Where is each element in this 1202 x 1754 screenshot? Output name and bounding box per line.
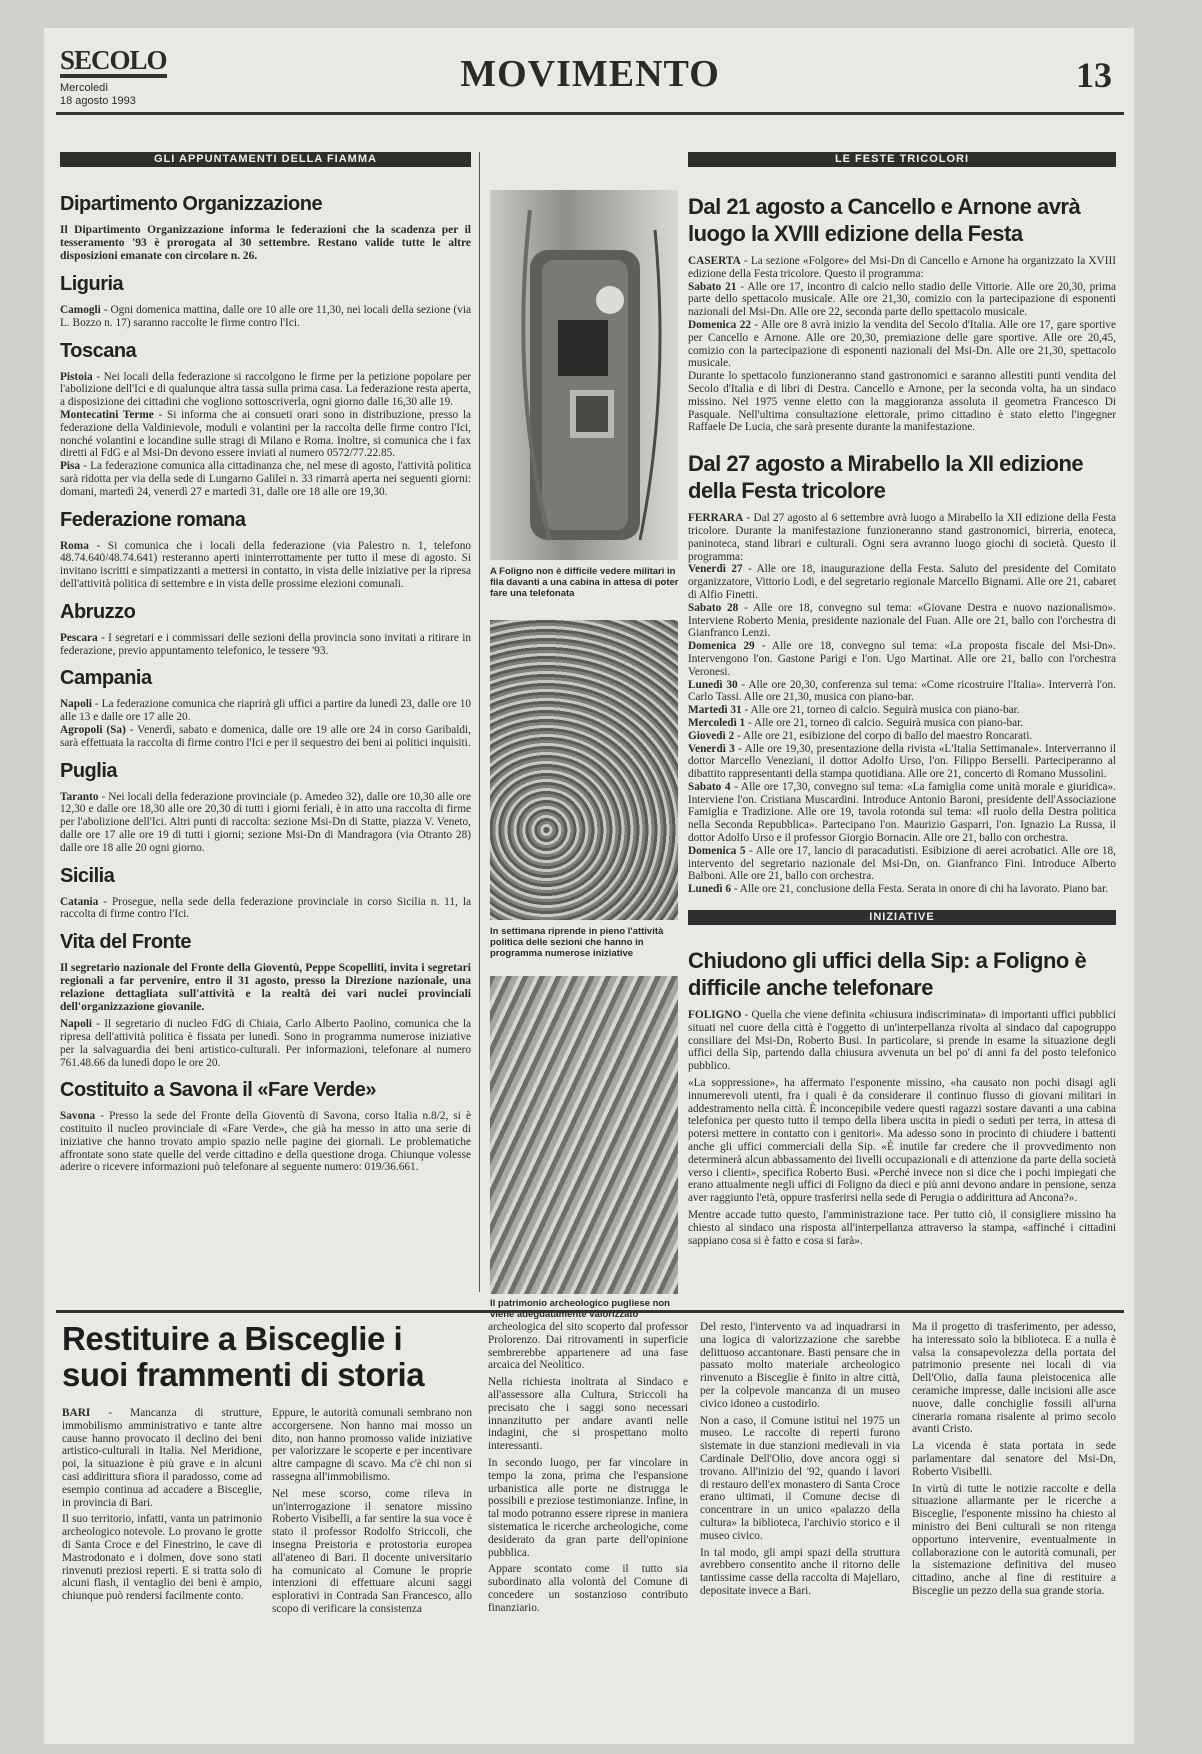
issue-date-text: 18 agosto 1993	[60, 95, 136, 107]
section-heading: Federazione romana	[60, 508, 246, 531]
article-text	[688, 512, 1116, 896]
article-text	[688, 1009, 1116, 1073]
article-text: Del resto, l'intervento va ad inquadrarsi in una logica di valorizzazione che sarebbe delittuoso accantonare. Basti pensare che in passato molto materiale archeologico rinvenuto a Bisceglie è finito in altre città, per la colpevole mancanza di un museo civico idoneo a custodirlo.	[700, 1321, 900, 1410]
section-heading: Abruzzo	[60, 600, 136, 623]
article-text	[60, 540, 471, 591]
article-body: - Alle ore 21, esibizione del corpo di ballo del maestro Roncarati.	[734, 729, 1033, 742]
article-headline: Chiudono gli uffici della Sip: a Foligno è difficile anche telefonare	[688, 948, 1087, 1001]
place-lead: Catania	[60, 895, 99, 908]
appointments-bar: GLI APPUNTAMENTI DELLA FIAMMA	[60, 152, 471, 167]
day-lead: Venerdì 3	[688, 742, 735, 755]
crowd-photo	[490, 620, 678, 920]
section-title: MOVIMENTO	[460, 53, 720, 95]
article-body: - La federazione comunica che riaprirà gli uffici a partire da lunedì 23, dalle ore 10 alle 13 e dalle ore 17 alle 20.	[60, 698, 471, 724]
article-body: - Venerdì, sabato e domenica, dalle ore 19 alle ore 24 in corso Garibaldi, sarà effettuata la raccolta di firme contro l'Ici e per il sequestro dei beni ai politici inquisiti.	[60, 723, 471, 749]
newspaper-page	[44, 28, 1134, 1744]
place-lead: Agropoli (Sa)	[60, 723, 126, 736]
section-heading: Costituito a Savona il «Fare Verde»	[60, 1079, 376, 1102]
festivals-bar: LE FESTE TRICOLORI	[688, 152, 1116, 167]
masthead	[60, 46, 1120, 108]
article-text: Il segretario nazionale del Fronte della Gioventù, Peppe Scopelliti, invita i segretari regionali a far pervenire, entro il 31 agosto, presso la Direzione nazionale, una relazione dettagliata sull'attività e la realtà dei vari nuclei provinciali dell'organizzazione giovanile.	[60, 962, 471, 1014]
day-lead: Venerdì 27	[688, 563, 743, 576]
article-text: Eppure, le autorità comunali sembrano non accorgersene. Non hanno mai mosso un dito, non hanno promosso valide iniziative per valorizzare le scoperte e per incentivare altre campagne di scavo. Ma c'è chi non si rassegna all'immobilismo.	[272, 1407, 472, 1483]
article-text	[60, 632, 471, 658]
day-lead: Domenica 22	[688, 318, 752, 331]
article-body: - Alle ore 17, incontro di calcio nello stadio delle Vittorie. Alle ore 20,30, prima parte dello spettacolo musicale. Alle ore 21,30, comizio con la partecipazione di esponenti nazionali del Msi-Dn. Alle ore 22, seconda parte dello spettacolo musicale.	[688, 280, 1116, 319]
article-text: «La soppressione», ha affermato l'esponente missino, «ha causato non pochi disagi agli innumerevoli utenti, fra i quali è da considerare il continuo flusso di giovani militari in addestramento nella città. È inconcepibile vedere questi ragazzi sostare davanti a una cabina telefonica per questo tutto il tempo della libera uscita in piedi o seduti per terra, in attesa di potersi mettere in contatto con i genitori». Ma adesso sono in procinto di chiudere i battenti anche gli uffici commerciali della Sip. «È inutile far credere che il provvedimento non determinerà alcun abbassamento dei livelli occupazionali e di attenzione da parte della società verso i clienti», specifica Roberto Busi. «Perché invece non si dice che i pochi impiegati che erano attualmente negli uffici di Foligno da dieci e più anni devono andare in pensione, senza aver raggiunto l'età, oppure trasferirsi nella sede di Perugia o addirittura ad Ancona?».	[688, 1077, 1116, 1205]
bottom-col-3	[488, 1321, 688, 1619]
bottom-headline: Restituire a Bisceglie i suoi frammenti di storia	[62, 1320, 425, 1393]
article-body: - Alle ore 17, lancio di paracadutisti. Esibizione di aerei acrobatici. Alle ore 18, intervento del segretario nazionale del Msi-Dn, on. Gianfranco Fini. Introduce Alberto Balboni. Alle ore 21, ballo con orchestra.	[688, 844, 1117, 883]
section-heading: Toscana	[60, 339, 137, 362]
article-text: Il Dipartimento Organizzazione informa le federazioni che la scadenza per il tesseramento '93 è prorogata al 30 settembre. Restano valide tutte le altre disposizioni emanate con circolare n. 26.	[60, 224, 471, 262]
article-text	[60, 1018, 471, 1069]
archaeology-photo	[490, 976, 678, 1294]
article-body: - Alle ore 21, conclusione della Festa. Serata in onore di chi ha lavorato. Piano bar.	[731, 883, 1109, 896]
place-lead: Pisa	[60, 460, 81, 473]
article-text	[60, 698, 471, 749]
article-text: In virtù di tutte le notizie raccolte e della situazione allarmante per le ricerche a Bisceglie, l'esponente missino ha chiesto al ministro dei Beni culturali se non ritenga opportuno intervenire, eventualmente in collaborazione con le autorità comunali, per la sistemazione definitiva del museo cittadino, anche al fine di restituire a Bisceglie un pezzo della sua grande storia.	[912, 1482, 1116, 1597]
place-lead: Savona	[60, 1110, 96, 1123]
article-body: - Alle ore 17,30, convegno sul tema: «La famiglia come unità morale e giuridica». Interviene l'on. Cristiana Muscardini. Introduce Antonio Baroni, presidente dell'Associazione Famiglia e Tradizione. Alle ore 19, tavola rotonda sul tema: «Il ruolo della Destra politica nella Seconda Repubblica». Partecipano l'on. Maurizio Gasparri, l'on. Ignazio La Russa, il dottor Adolfo Urso e il professor Giorgio Bornacin. Alle ore 21, ballo con orchestra.	[688, 780, 1116, 845]
place-lead: Montecatini Terme	[60, 408, 154, 421]
article-body: - Dal 27 agosto al 6 settembre avrà luogo a Mirabello la XII edizione della Festa tricolore. Durante la manifestazione funzioneranno stand gastronomici, birreria, enoteca, paninoteca, stand librari e culturali. Ogni sera avranno luogo giochi di società. Questo il programma:	[688, 512, 1116, 563]
day-lead: Giovedì 2	[688, 729, 735, 742]
article-body: - Alle ore 18, convegno sul tema: «La proposta fiscale del Msi-Dn». Intervengono l'on. Gastone Parigi e l'on. Ugo Martinat. Alle ore 21, ballo con l'orchestra Veronesi.	[688, 640, 1116, 678]
article-text: archeologica del sito scoperto dal professor Prolorenzo. Dai ritrovamenti in superficie sembrerebbe appartenere ad una fase arcaica del Neolitico.	[488, 1321, 688, 1372]
article-body: - Si informa che ai consueti orari sono in distribuzione, presso la federazione della Valdinievole, moduli e volantini per la raccolta delle firme contro l'Ici, nonché volantini e locandine sulle stragi di Milano e Roma. Inoltre, si comunica che i fax diretti al FdG e al Msi-Dn devono essere inviati al numero 0572/77.22.85.	[60, 408, 471, 460]
initiatives-bar: INIZIATIVE	[688, 910, 1116, 925]
article-text	[60, 1110, 471, 1174]
article-body: - Alle ore 21, torneo di calcio. Seguirà musica con piano-bar.	[741, 704, 1020, 717]
day-lead: Sabato 28	[688, 601, 739, 614]
day-lead: Lunedì 30	[688, 678, 738, 691]
article-text: La vicenda è stata portata in sede parlamentare dal senatore del Msi-Dn, Roberto Visibelli.	[912, 1440, 1116, 1478]
article-text: Ma il progetto di trasferimento, per adesso, ha interessato solo la biblioteca. E a nulla è valsa la consapevolezza della portata del patrimonio presente nei locali di via Dell'Olio, dalla fauna pleistocenica alle ceramiche impresse, dalle incisioni alle asce nuove, dalle conchiglie fossili all'urna cineraria romana risalente al primo secolo avanti Cristo.	[912, 1321, 1116, 1436]
day-lead: Sabato 4	[688, 780, 731, 793]
article-text	[62, 1407, 262, 1509]
place-lead: FERRARA	[688, 512, 744, 525]
article-body: - Alle ore 18, convegno sul tema: «Giovane Destra e nuovo nazionalismo». Interviene Roberto Menia, presidente nazionale del Fuan. Alle ore 21, ballo con l'orchestra di Gianfranco Lenzi.	[688, 601, 1116, 640]
article-text	[60, 304, 471, 330]
phone-booth-icon	[490, 190, 678, 560]
section-heading: Sicilia	[60, 864, 115, 887]
article-body: - I segretari e i commissari delle sezioni della provincia sono invitati a ritirare in federazione, previo appuntamento telefonico, le tessere '93.	[60, 631, 471, 657]
phone-booth-photo	[490, 190, 678, 560]
article-text: Non a caso, il Comune istituì nel 1975 un museo. Le raccolte di reperti furono sistemate in due stanzioni medievali in via Cardinale Dell'Olio, dove ancora oggi si trovano. All'inizio del '92, quando i lavori di restauro dell'ex monastero di Santa Croce erano ultimati, il Comune decise di concentrare in un unico «palazzo della cultura» la biblioteca, l'archivio storico e il museo civico.	[700, 1414, 900, 1542]
photo-caption: A Foligno non è difficile vedere militari in fila davanti a una cabina in attesa di poter fare una telefonata	[490, 566, 679, 599]
day-lead: Martedì 31	[688, 704, 742, 717]
article-body: - Alle ore 19,30, presentazione della rivista «L'Italia Settimanale». Interverranno il dottor Marcello Veneziani, il dottor Adolfo Urso, l'on. Filippo Berselli. Parteciperanno al dibattito rappresentanti della stampa quotidiana. Alle ore 21, concerto di Romano Mussolini.	[688, 742, 1117, 781]
bisceglie-article	[56, 1310, 1124, 1734]
place-lead: Napoli	[60, 1018, 93, 1031]
issue-day: Mercoledì	[60, 82, 109, 94]
article-body: - La federazione comunica alla cittadinanza che, nel mese di agosto, l'attività politica sarà ridotta per via della sede di Lungarno Galilei n. 33 rimarrà aperta nei seguenti giorni: domani, martedì 24, venerdì 27 e martedì 31, dalle ore 18 alle ore 19,30.	[60, 460, 471, 498]
section-heading: Liguria	[60, 273, 124, 295]
place-lead: CASERTA	[688, 255, 741, 267]
article-body: Durante lo spettacolo funzioneranno stand gastronomici e saranno allestiti punti vendita del Secolo d'Italia e di libri di Destra. Cancello e Arnone, per la seconda volta, ha un sindaco missino. Nel 1975 venne eletto con la maggioranza assoluta il geometra Francesco Di Pasquale. Nell'ultima consultazione elettorale, primo cittadino è stato eletto l'ingegner Raffaele De Lucia, che sarà presente durante la manifestazione.	[688, 370, 1116, 434]
day-lead: Sabato 21	[688, 280, 737, 293]
article-text: In tal modo, gli ampi spazi della struttura avrebbero consentito anche il ritorno delle tantissime casse della raccolta di Majellaro, depositate invece a Bari.	[700, 1546, 900, 1597]
section-heading: Vita del Fronte	[60, 931, 192, 954]
bottom-col-2	[272, 1407, 472, 1620]
bottom-col-4	[700, 1321, 900, 1602]
article-body: - La sezione «Folgore» del Msi-Dn di Cancello e Arnone ha organizzato la XVIII edizione della Festa tricolore. Questo il programma:	[688, 255, 1116, 280]
photo-caption: In settimana riprende in pieno l'attività politica delle sezioni che hanno in programma numerose iniziative	[490, 926, 664, 959]
festivals-column	[684, 152, 1120, 1292]
place-lead: Pescara	[60, 631, 98, 644]
article-text: Nella richiesta inoltrata al Sindaco e all'assessore alla Cultura, Striccoli ha precisato che i saggi sono necessari innanzitutto per andare avanti nelle indagini, che si prospettano molto interessanti.	[488, 1376, 688, 1453]
article-text: Appare scontato come il tutto sia subordinato alla volontà del Comune di concedere un sostanzioso contributo finanziario.	[488, 1563, 688, 1614]
article-body: - Mancanza di strutture, immobilismo amministrativo e tante altre cause hanno provocato il declino dei beni artistico-culturali in Italia. Nel Meridione, poi, la situazione è più grave e in alcuni casi addirittura sfiora il paradosso, come ad esempio continua ad accadere a Bisceglie, in provincia di Bari.	[62, 1407, 262, 1509]
bottom-col-5	[912, 1321, 1116, 1602]
article-text: In secondo luogo, per far vincolare in tempo la zona, prima che l'espansione urbanistica alle porte ne distrugga le possibili e preziose testimonianze. Infine, in tal modo potranno essere riprese in maniera sistematica le ricerche archeologiche, come desiderato da gran parte dell'opinione pubblica.	[488, 1456, 688, 1559]
masthead-rule	[56, 112, 1124, 115]
paper-name: SECOLO	[60, 46, 167, 78]
section-heading: Puglia	[60, 759, 118, 782]
appointments-column	[52, 152, 480, 1292]
article-headline: Dal 21 agosto a Cancello e Arnone avrà luogo la XVIII edizione della Festa	[688, 194, 1081, 246]
place-lead: FOLIGNO	[688, 1009, 742, 1022]
article-body: - Presso la sede del Fronte della Gioventù di Savona, corso Italia n.8/2, si è costituito il nucleo provinciale di «Fare Verde», che già ha messo in atto una serie di iniziative che hanno trovato ampio spazio nelle pagine dei giornali. Le problematiche affrontate sono state quelle del verde cittadino e della questione droga. Chiunque volesse aderire o ricevere informazioni può telefonare al seguente numero: 019/36.661.	[60, 1110, 471, 1174]
day-lead: Domenica 29	[688, 640, 755, 653]
photo-caption: Il patrimonio archeologico pugliese non viene adeguatamente valorizzato	[490, 1298, 670, 1320]
article-body: - Nei locali della federazione si raccolgono le firme per la petizione popolare per l'abolizione dell'Ici e di qualunque altra tassa sulla prima casa. La federazione resta aperta, a disposizione dei cittadini che vogliono sottoscriverla, ogni giorno dalle 16,30 alle 19.	[60, 370, 471, 409]
article-text	[60, 896, 471, 922]
day-lead: Lunedì 6	[688, 883, 732, 896]
article-text	[60, 371, 471, 499]
article-body: - Quella che viene definita «chiusura indiscriminata» di importanti uffici pubblici situati nel cuore della città è l'oggetto di un'interpellanza rivolta al sindaco dal capogruppo consiliare del Msi-Dn, Roberto Busi. In particolare, si prende in esame la situazione degli uffici della Sip, partendo dalla chiusura avvenuta un bel po' di anni fa del posto telefonico pubblico.	[688, 1009, 1116, 1073]
section-heading: Dipartimento Organizzazione	[60, 193, 323, 215]
article-text	[688, 255, 1116, 434]
article-body: - Alle ore 21, torneo di calcio. Seguirà musica con piano-bar.	[745, 716, 1024, 729]
place-lead: Pistoia	[60, 370, 93, 383]
article-body: - Alle ore 8 avrà inizio la vendita del Secolo d'Italia. Alle ore 17, gare sportive per Cancello e Arnone. Alle ore 20,30, premiazione delle gare sportive. Alle ore 20,45, comizio con la partecipazione di esponenti nazionali del Msi-Dn. Alle ore 21,30, spettacolo musicale.	[688, 318, 1117, 370]
article-text: Mentre accade tutto questo, l'amministrazione tace. Per tutto ciò, il consigliere missino ha chiesto al sindaco una risposta all'interpellanza attraverso la stampa, «affinché i cittadini sappiano cosa si è fatto e cosa si farà».	[688, 1209, 1116, 1247]
day-lead: Mercoledì 1	[688, 716, 746, 729]
place-lead: Roma	[60, 539, 89, 552]
bottom-lead-block	[62, 1320, 472, 1615]
place-lead: Camogli	[60, 304, 101, 316]
day-lead: Domenica 5	[688, 844, 746, 857]
section-heading: Campania	[60, 667, 152, 690]
article-text	[60, 791, 471, 855]
article-body: - Nei locali della federazione provinciale (p. Amedeo 32), dalle ore 10,30 alle ore 12,30 e dalle ore 18,30 alle ore 20,30 di tutti i giorni feriali, è in atto una raccolta di firme per l'abolizione dell'Ici. Altri punti di raccolta: sezione Msi-Dn di Statte, piazza V. Veneto, dalle ore 17 alle ore 19 di tutti i giorni; sezione Msi-Dn di Mandragora (via Otranto 28) dalle ore 18 alle 20 ogni giorno.	[60, 790, 471, 854]
bottom-col-1	[62, 1407, 262, 1607]
place-lead: Taranto	[60, 790, 99, 803]
place-lead: Napoli	[60, 698, 93, 711]
place-lead: BARI	[62, 1407, 91, 1419]
article-body: - Ogni domenica mattina, dalle ore 10 alle ore 11,30, nei locali della sezione (via L. Bozzo n. 17) saranno raccolte le firme contro l'Ici.	[60, 304, 471, 329]
page-number: 13	[1076, 55, 1112, 95]
article-body: - Prosegue, nella sede della federazione provinciale in corso Sicilia n. 11, la raccolta di firme contro l'Ici.	[60, 895, 471, 921]
article-body: - Alle ore 20,30, conferenza sul tema: «Come ricostruire l'Italia». Interverrà l'on. Carlo Tassi. Alle ore 21,30, musica con piano-bar.	[688, 678, 1116, 704]
article-body: - Alle ore 18, inaugurazione della Festa. Saluto del presidente del Comitato organizzatore, Vittorio Lodi, e del segretario regionale Marcello Bignami. Alle ore 21, cabaret di Alfio Finetti.	[688, 563, 1116, 601]
article-headline: Dal 27 agosto a Mirabello la XII edizione della Festa tricolore	[688, 451, 1084, 504]
article-body: - Il segretario di nucleo FdG di Chiaia, Carlo Alberto Paolino, comunica che la ripresa dell'attività politica è fissata per lunedì. Sono in programma numerose iniziative per la salvaguardia dei beni artistico-culturali. Per informazioni, telefonare al numero 761.48.66 da lunedì dopo le ore 20.	[60, 1018, 471, 1069]
article-text: Nel mese scorso, come rileva in un'interrogazione il senatore missino Roberto Visibelli, a far sentire la sua voce è stato il professor Rodolfo Striccoli, che insegna Preistoria e protostoria europea all'ateneo di Bari. Il docente universitario ha comunicato al Comune le proprie intenzioni di effettuare alcuni saggi esplorativi in Contrada San Francesco, allo scopo di verificare la consistenza	[272, 1487, 472, 1615]
article-text: Il suo territorio, infatti, vanta un patrimonio archeologico notevole. Lo provano le grotte di Santa Croce e del Finestrino, le cave di Mastrodonato e i dolmen, dove sono stati rinvenuti preziosi reperti. E si tratta solo di alcuni flash, il ventaglio dei beni è ampio, chiunque può rendersi facilmente conto.	[62, 1513, 262, 1603]
article-body: - Si comunica che i locali della federazione (via Palestro n. 1, telefono 48.74.640/48.74.641) resteranno aperti ininterrottamente per tutto il mese di agosto. Si invitano iscritti e simpatizzanti a mettersi in contatto, in vista delle iniziative per la ripresa dell'attività politica di settembre e in vista delle prossime elezioni comunali.	[60, 539, 471, 590]
